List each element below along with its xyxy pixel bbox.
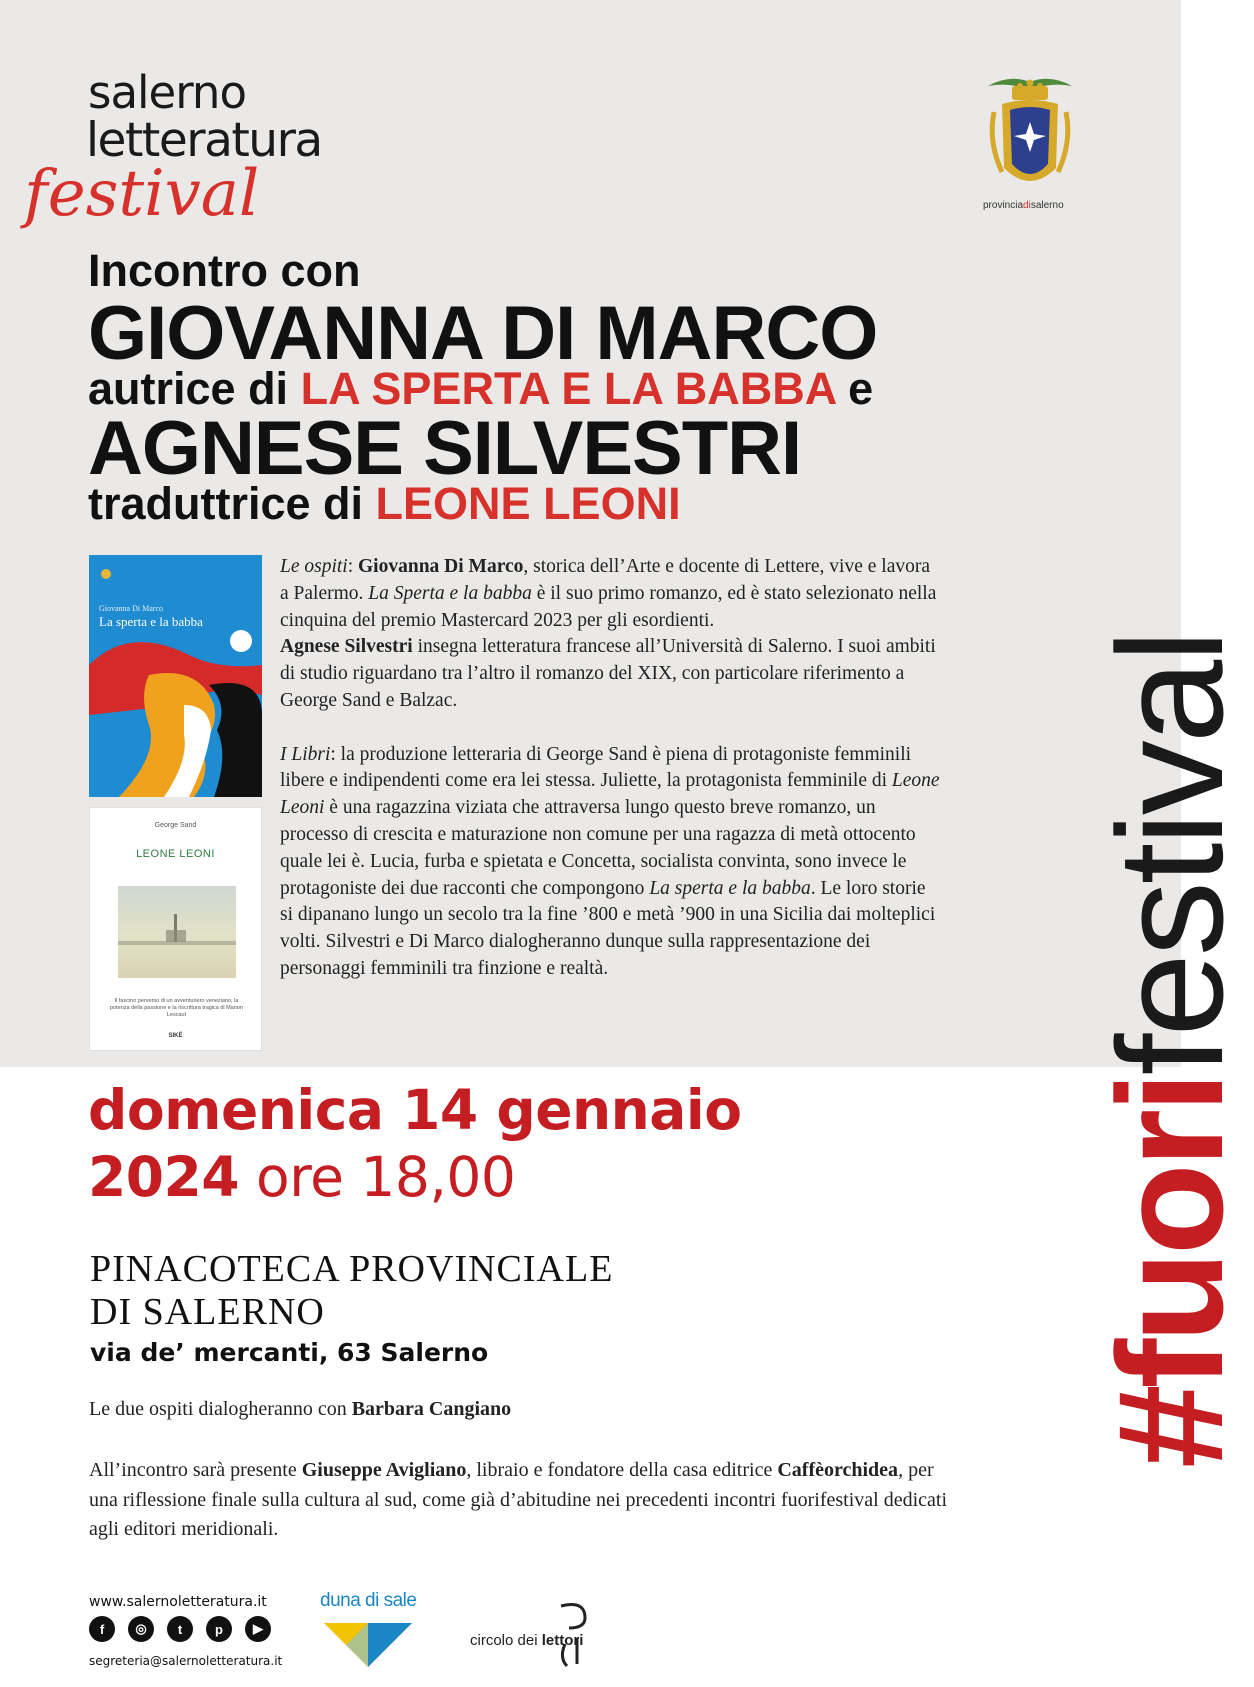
social-links [89, 1616, 271, 1642]
instagram-icon[interactable]: ◎ [128, 1616, 154, 1642]
book-cover-la-sperta [89, 555, 262, 797]
description-text [280, 554, 940, 983]
pinterest-icon[interactable]: p [206, 1616, 232, 1642]
books-paragraph: I Libri: la produzione letteraria di George Sand è piena di protagoniste femminili libere e indipendenti come era lei stessa. Juliette, la protagonista femminile di Leone Leoni è una ragazzina viziata che attraversa lungo questo breve romanzo, un processo di crescita e maturazione non comune per una ragazza di metà ottocento quale lei è. Lucia, furba e spietata e Concetta, socialista convinta, sono invece le protagoniste dei due racconti che compongono La sperta e la babba. Le loro storie si dipanano lungo un secolo tra la fine ’800 e metà ’900 in una Sicilia dai molteplici volti. Silvestri e Di Marco dialogheranno dunque sulla rappresentazione dei personaggi femminili tra finzione e realtà. [280, 743, 940, 979]
duna-di-sale-label: duna di sale [320, 1590, 417, 1611]
cover1-illustration [89, 555, 262, 797]
cover2-blurb: Il fascino perverso di un avventuriero veneziano, la potenza della passione e la riscrittura tragica di Manon Lescaut [110, 998, 243, 1019]
cover2-title: LEONE LEONI [136, 848, 215, 860]
book1-title: LA SPERTA E LA BABBA [300, 363, 836, 414]
guests-paragraph: Le ospiti: Giovanna Di Marco, storica dell’Arte e docente di Lettere, vive e lavora a Palermo. La Sperta e la babba è il suo primo romanzo, ed è stato selezionato nella cinquina del premio Mastercard 2023 per gli esordienti. [280, 556, 937, 631]
book-cover-leone-leoni [89, 807, 262, 1051]
cover2-painting [118, 886, 236, 978]
cover1-title: La sperta e la babba [99, 614, 203, 629]
festival-logo-line3: festival [24, 157, 260, 231]
circolo-lettori-mark-icon [555, 1598, 591, 1670]
guest2-role-line: traduttrice di LEONE LEONI [88, 478, 681, 529]
festival-logo-line1: salerno [88, 66, 246, 119]
festival-logo-line2: letteratura [86, 113, 322, 168]
cover2-publisher: SIKÉ [168, 1033, 183, 1039]
province-emblem-icon [980, 72, 1080, 212]
guest1-name: GIOVANNA DI MARCO [88, 291, 878, 376]
email-link[interactable]: segreteria@salernoletteratura.it [89, 1654, 283, 1668]
guest2-name: AGNESE SILVESTRI [88, 406, 802, 491]
province-caption: provinciadisalerno [983, 200, 1064, 211]
book2-title: LEONE LEONI [375, 478, 681, 529]
circolo-lettori-label: circolo dei lettori [470, 1632, 584, 1649]
guest1-role-line: autrice di LA SPERTA E LA BABBA e [88, 363, 874, 414]
event-date: domenica 14 gennaio [88, 1078, 742, 1142]
website-link[interactable]: www.salernoletteratura.it [89, 1594, 267, 1610]
event-year-time: 2024 ore 18,00 [88, 1145, 516, 1209]
guest2-paragraph: Agnese Silvestri insegna letteratura francese all’Università di Salerno. I suoi ambiti di studio riguardano tra l’altro il romanzo del XIX, con particolare riferimento a George Sand e Balzac. [280, 636, 936, 711]
headline-intro: Incontro con [88, 245, 361, 296]
venue-address: via de’ mercanti, 63 Salerno [90, 1338, 489, 1367]
venue-name-line1: PINACOTECA PROVINCIALE [90, 1248, 614, 1290]
venue-name-line2: DI SALERNO [90, 1291, 325, 1333]
cover1-author: Giovanna Di Marco [99, 604, 163, 613]
moderator-line: Le due ospiti dialogheranno con Barbara Cangiano [89, 1398, 512, 1420]
facebook-icon[interactable]: f [89, 1616, 115, 1642]
twitter-icon[interactable]: t [167, 1616, 193, 1642]
hashtag-fuorifestival: #fuorifestival [1086, 632, 1254, 1468]
cover2-author: George Sand [154, 822, 197, 829]
youtube-icon[interactable]: ▶ [245, 1616, 271, 1642]
extra-guest-paragraph: All’incontro sarà presente Giuseppe Avigliano, libraio e fondatore della casa editrice Caffèorchidea, per una riflessione finale sulla cultura al sud, come già d’abitudine nei precedenti incontri fuorifestival dedicati agli editori meridionali. [89, 1459, 948, 1540]
